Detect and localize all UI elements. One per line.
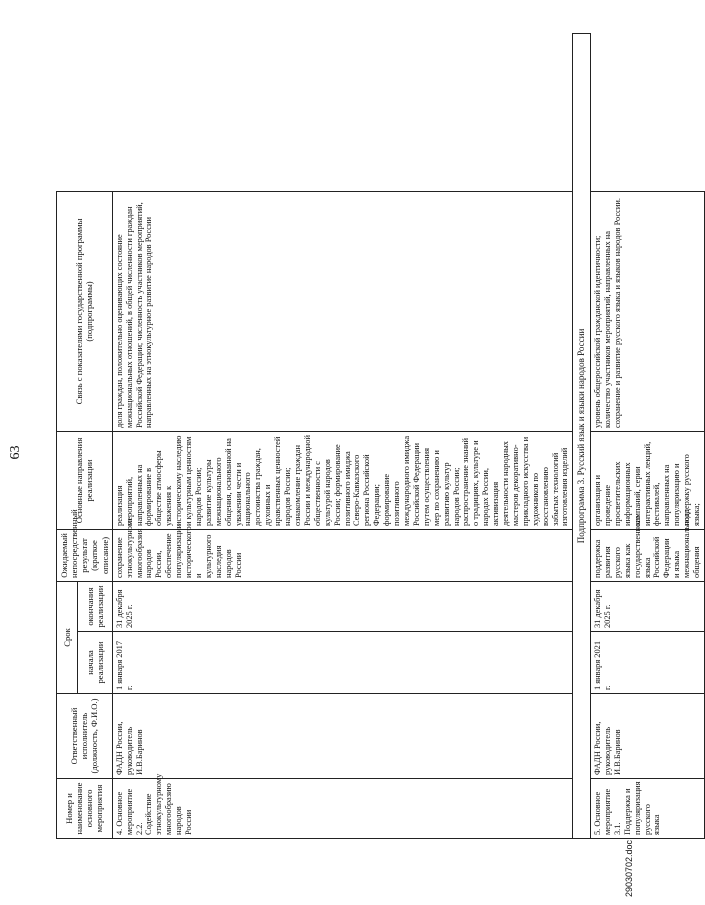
- row-name-cell: [591, 779, 705, 839]
- row-link: доля граждан, положительно оценивающих состояние межнациональных отношений, в общей численности граждан Российской Федерации; численность участников мероприятий, направленных на этнокультурное развитие народов России: [112, 191, 573, 431]
- row-executor: ФАДН России, руководитель И.В.Баринов: [112, 694, 573, 779]
- row-start: 1 января 2017 г.: [112, 632, 573, 694]
- header-term: Срок: [57, 581, 78, 693]
- row-link: уровень общероссийской гражданской идентичности; количество участников мероприятий, направленных на сохранение и развитие русского языка и языков народов России.: [591, 191, 705, 431]
- row-end: 31 декабря 2025 г.: [591, 581, 705, 631]
- row-directions: реализация мероприятий, направленных на формирование в обществе атмосферы уважения к историческому наследию и культурным ценностям народов России; развитие культуры межнационального общения, основанной на уважении чести и национального достоинства граждан, духовных и нравственных ценностей народов России; ознакомление граждан России и международной общественности с культурой народов России; формирование позитивного имиджа Северо-Кавказского региона Российской Федерации; формирование позитивного международного имиджа Российской Федерации путем осуществления мер по сохранению и развитию культур народов России; распространение знаний о традициях, культуре и народах России, активизация деятельности народных мастеров декоративно-прикладного искусства и художников по восстановлению забытых технологий изготовления изделий: [112, 431, 573, 529]
- header-result: Ожидаемый непосредственный результат (краткое описание): [57, 529, 113, 581]
- row-number: 5.: [593, 828, 602, 835]
- row-result: поддержка развития русского языка как государственного языка Российской Федерации и языка межнационального общения: [591, 529, 705, 581]
- document-code: 29030702.doc: [624, 839, 634, 897]
- row-end: 31 декабря 2025 г.: [112, 581, 573, 631]
- page-number: 63: [8, 445, 23, 460]
- measures-table: [56, 33, 705, 839]
- header-start: начала реализации: [77, 632, 112, 694]
- row-result: сохранение этнокультурного многообразия народов России, обеспечение популяризации исторического и культурного наследия народов России: [112, 529, 573, 581]
- header-link: Связь с показателями государственной программы (подпрограммы): [57, 191, 113, 431]
- header-row-1: [57, 33, 78, 838]
- header-executor: Ответственный исполнитель (должность, Ф.И.О.): [57, 694, 113, 779]
- subprogram-heading: Подпрограмма 3. Русский язык и языки народов России: [573, 33, 591, 838]
- header-directions: Основные направления реализации: [57, 431, 113, 529]
- row-number: 4.: [114, 828, 124, 835]
- subprogram-row: [573, 33, 591, 838]
- header-name: Номер и наименование основного мероприятия: [57, 779, 113, 839]
- table-row: [591, 33, 705, 838]
- row-name: Основное мероприятие 3.1. Поддержка и популяризация русского языка: [593, 781, 662, 835]
- table-row: [112, 33, 573, 838]
- row-name-cell: [112, 773, 573, 839]
- row-directions: организация и проведение просветительских информационных кампаний, серии интерактивных лекций, фестивалей, направленных на популяризацию и поддержку русского языка;: [591, 431, 705, 529]
- row-start: 1 января 2021 г.: [591, 632, 705, 694]
- header-end: окончания реализации: [77, 581, 112, 631]
- row-executor: ФАДН России, руководитель И.В.Баринов: [591, 694, 705, 779]
- row-name: Основное мероприятие 2.2. Содействие этнокультурному многообразию народов России: [114, 773, 194, 835]
